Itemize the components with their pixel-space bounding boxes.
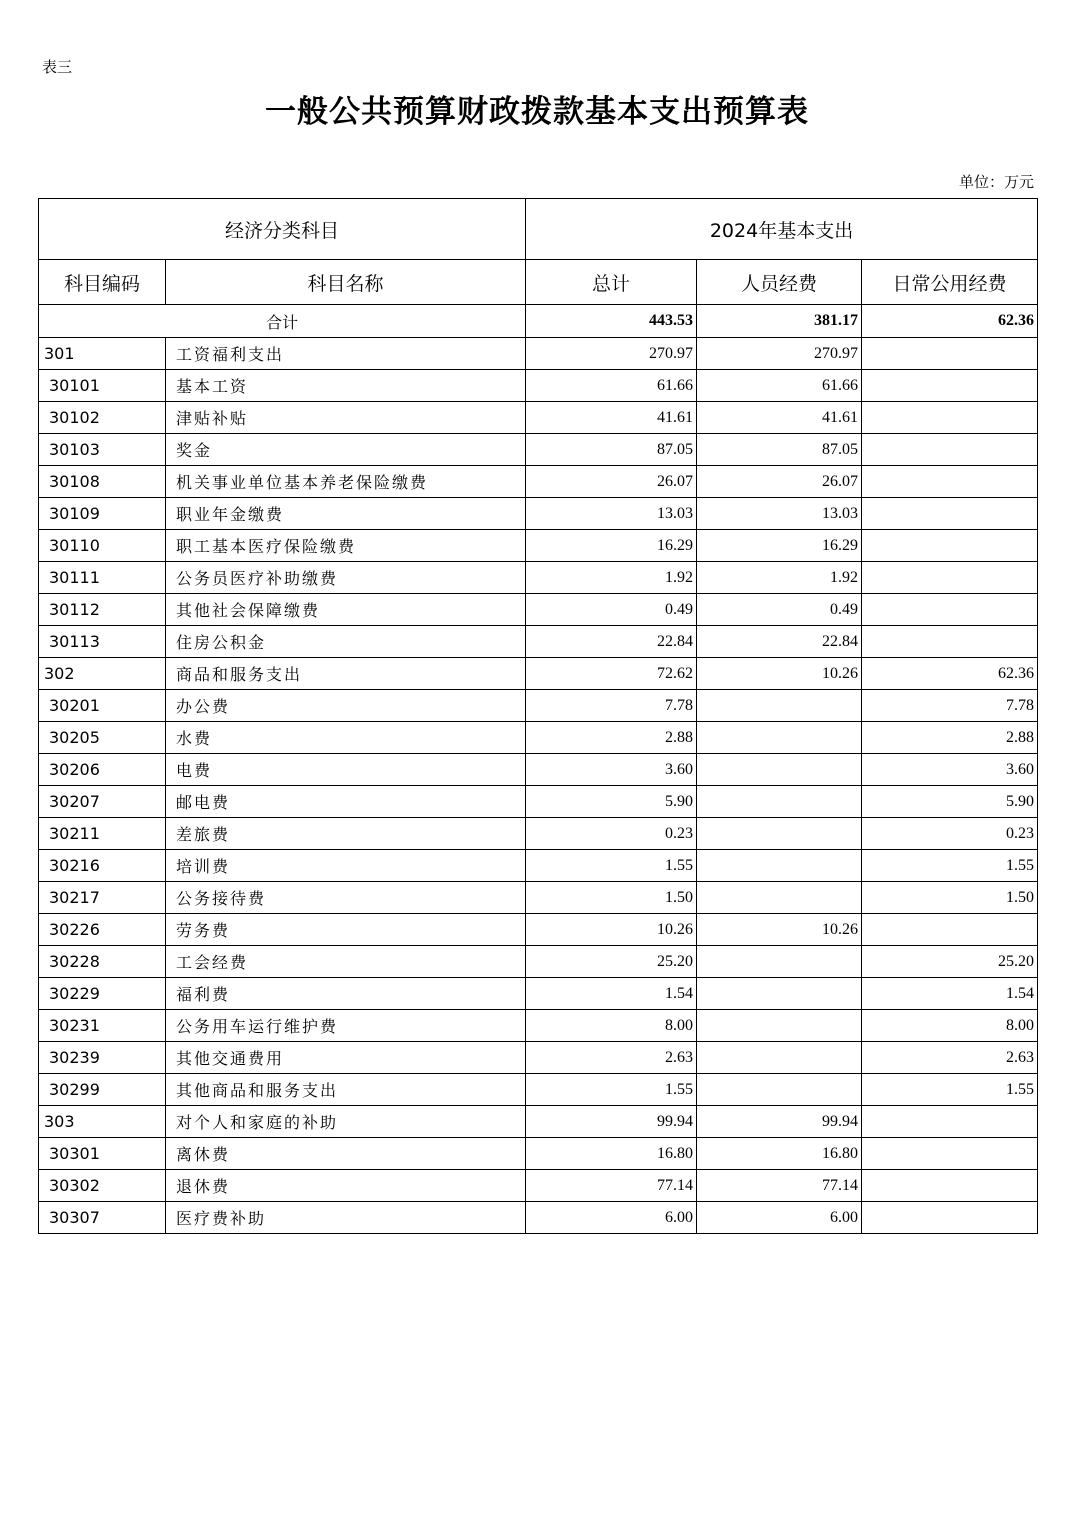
table-row (39, 530, 1038, 562)
subject-name-cell: 职业年金缴费 (166, 498, 526, 530)
total-label: 合计 (39, 305, 526, 338)
total-cell: 3.60 (526, 754, 697, 786)
public-expense-cell (862, 530, 1038, 562)
header-economic-classification: 经济分类科目 (39, 199, 526, 260)
public-expense-cell (862, 498, 1038, 530)
subject-code-cell: 30216 (39, 850, 166, 882)
total-personnel: 381.17 (697, 305, 862, 338)
total-cell: 16.80 (526, 1138, 697, 1170)
public-expense-cell (862, 626, 1038, 658)
total-cell: 72.62 (526, 658, 697, 690)
subject-code-cell: 30101 (39, 370, 166, 402)
public-expense-cell (862, 402, 1038, 434)
table-row (39, 1010, 1038, 1042)
table-row (39, 1074, 1038, 1106)
public-expense-cell: 1.54 (862, 978, 1038, 1010)
personnel-expense-cell: 26.07 (697, 466, 862, 498)
subject-code-cell: 30102 (39, 402, 166, 434)
total-cell: 87.05 (526, 434, 697, 466)
subject-name-cell: 其他商品和服务支出 (166, 1074, 526, 1106)
table-row (39, 754, 1038, 786)
page-title: 一般公共预算财政拨款基本支出预算表 (265, 94, 809, 130)
subject-code-cell: 30108 (39, 466, 166, 498)
subject-name-cell: 公务用车运行维护费 (166, 1010, 526, 1042)
subject-name-cell: 福利费 (166, 978, 526, 1010)
subject-name-cell: 工会经费 (166, 946, 526, 978)
unit-label: 单位：万元 (958, 173, 1034, 191)
public-expense-cell: 1.55 (862, 1074, 1038, 1106)
total-cell: 7.78 (526, 690, 697, 722)
total-cell: 99.94 (526, 1106, 697, 1138)
total-total: 443.53 (526, 305, 697, 338)
subject-name-cell: 培训费 (166, 850, 526, 882)
total-cell: 8.00 (526, 1010, 697, 1042)
table-row (39, 722, 1038, 754)
total-cell: 0.23 (526, 818, 697, 850)
personnel-expense-cell (697, 1074, 862, 1106)
total-cell: 0.49 (526, 594, 697, 626)
table-row (39, 882, 1038, 914)
subject-name-cell: 住房公积金 (166, 626, 526, 658)
personnel-expense-cell: 41.61 (697, 402, 862, 434)
total-cell: 270.97 (526, 338, 697, 370)
header-subject-code: 科目编码 (39, 260, 166, 305)
subject-name-cell: 津贴补贴 (166, 402, 526, 434)
subject-name-cell: 对个人和家庭的补助 (166, 1106, 526, 1138)
personnel-expense-cell (697, 786, 862, 818)
public-expense-cell: 5.90 (862, 786, 1038, 818)
total-cell: 2.88 (526, 722, 697, 754)
personnel-expense-cell: 10.26 (697, 658, 862, 690)
public-expense-cell (862, 562, 1038, 594)
public-expense-cell: 8.00 (862, 1010, 1038, 1042)
header-subject-name: 科目名称 (166, 260, 526, 305)
table-row (39, 914, 1038, 946)
subject-code-cell: 30302 (39, 1170, 166, 1202)
subject-name-cell: 劳务费 (166, 914, 526, 946)
subject-code-cell: 30109 (39, 498, 166, 530)
subject-name-cell: 水费 (166, 722, 526, 754)
public-expense-cell: 25.20 (862, 946, 1038, 978)
total-cell: 1.55 (526, 1074, 697, 1106)
total-cell: 25.20 (526, 946, 697, 978)
public-expense-cell (862, 434, 1038, 466)
table-row (39, 1106, 1038, 1138)
table-row (39, 562, 1038, 594)
public-expense-cell: 62.36 (862, 658, 1038, 690)
subject-name-cell: 电费 (166, 754, 526, 786)
personnel-expense-cell: 16.29 (697, 530, 862, 562)
total-cell: 26.07 (526, 466, 697, 498)
budget-table (38, 198, 1038, 1234)
total-cell: 77.14 (526, 1170, 697, 1202)
table-row (39, 434, 1038, 466)
subject-code-cell: 303 (39, 1106, 166, 1138)
total-cell: 13.03 (526, 498, 697, 530)
total-cell: 16.29 (526, 530, 697, 562)
total-cell: 1.50 (526, 882, 697, 914)
subject-code-cell: 301 (39, 338, 166, 370)
subject-code-cell: 30299 (39, 1074, 166, 1106)
public-expense-cell (862, 1202, 1038, 1234)
personnel-expense-cell (697, 882, 862, 914)
subject-code-cell: 30301 (39, 1138, 166, 1170)
subject-code-cell: 30111 (39, 562, 166, 594)
personnel-expense-cell (697, 818, 862, 850)
table-row (39, 594, 1038, 626)
total-cell: 1.55 (526, 850, 697, 882)
subject-name-cell: 基本工资 (166, 370, 526, 402)
personnel-expense-cell (697, 1042, 862, 1074)
subject-name-cell: 退休费 (166, 1170, 526, 1202)
subject-code-cell: 30205 (39, 722, 166, 754)
public-expense-cell (862, 914, 1038, 946)
subject-name-cell: 商品和服务支出 (166, 658, 526, 690)
public-expense-cell (862, 1106, 1038, 1138)
personnel-expense-cell: 16.80 (697, 1138, 862, 1170)
subject-name-cell: 医疗费补助 (166, 1202, 526, 1234)
table-row (39, 786, 1038, 818)
personnel-expense-cell (697, 946, 862, 978)
subject-code-cell: 30307 (39, 1202, 166, 1234)
public-expense-cell: 7.78 (862, 690, 1038, 722)
personnel-expense-cell: 1.92 (697, 562, 862, 594)
subject-code-cell: 30211 (39, 818, 166, 850)
table-row (39, 1202, 1038, 1234)
total-cell: 41.61 (526, 402, 697, 434)
personnel-expense-cell: 99.94 (697, 1106, 862, 1138)
subject-code-cell: 302 (39, 658, 166, 690)
subject-name-cell: 公务接待费 (166, 882, 526, 914)
total-cell: 1.54 (526, 978, 697, 1010)
total-row (39, 305, 1038, 338)
public-expense-cell (862, 1170, 1038, 1202)
header-group-row (39, 199, 1038, 260)
personnel-expense-cell: 6.00 (697, 1202, 862, 1234)
subject-code-cell: 30113 (39, 626, 166, 658)
public-expense-cell: 3.60 (862, 754, 1038, 786)
public-expense-cell (862, 370, 1038, 402)
total-cell: 10.26 (526, 914, 697, 946)
subject-code-cell: 30226 (39, 914, 166, 946)
table-row (39, 850, 1038, 882)
total-cell: 1.92 (526, 562, 697, 594)
personnel-expense-cell (697, 690, 862, 722)
personnel-expense-cell: 77.14 (697, 1170, 862, 1202)
subject-name-cell: 机关事业单位基本养老保险缴费 (166, 466, 526, 498)
public-expense-cell: 2.88 (862, 722, 1038, 754)
subject-name-cell: 奖金 (166, 434, 526, 466)
subject-code-cell: 30201 (39, 690, 166, 722)
personnel-expense-cell: 22.84 (697, 626, 862, 658)
subject-code-cell: 30217 (39, 882, 166, 914)
subject-code-cell: 30103 (39, 434, 166, 466)
subject-code-cell: 30228 (39, 946, 166, 978)
personnel-expense-cell: 61.66 (697, 370, 862, 402)
total-cell: 22.84 (526, 626, 697, 658)
personnel-expense-cell: 10.26 (697, 914, 862, 946)
personnel-expense-cell (697, 978, 862, 1010)
subject-code-cell: 30239 (39, 1042, 166, 1074)
subject-code-cell: 30231 (39, 1010, 166, 1042)
public-expense-cell (862, 466, 1038, 498)
table-row (39, 818, 1038, 850)
table-row (39, 1170, 1038, 1202)
public-expense-cell (862, 338, 1038, 370)
subject-name-cell: 职工基本医疗保险缴费 (166, 530, 526, 562)
personnel-expense-cell: 270.97 (697, 338, 862, 370)
table-row (39, 946, 1038, 978)
subject-name-cell: 其他交通费用 (166, 1042, 526, 1074)
subject-code-cell: 30229 (39, 978, 166, 1010)
table-row (39, 370, 1038, 402)
public-expense-cell (862, 594, 1038, 626)
table-row (39, 402, 1038, 434)
subject-name-cell: 公务员医疗补助缴费 (166, 562, 526, 594)
table-row (39, 338, 1038, 370)
table-row (39, 1138, 1038, 1170)
personnel-expense-cell (697, 850, 862, 882)
total-cell: 5.90 (526, 786, 697, 818)
header-public-expense: 日常公用经费 (862, 260, 1038, 305)
subject-name-cell: 其他社会保障缴费 (166, 594, 526, 626)
table-row (39, 658, 1038, 690)
subject-code-cell: 30206 (39, 754, 166, 786)
subject-code-cell: 30207 (39, 786, 166, 818)
table-row (39, 498, 1038, 530)
table-row (39, 978, 1038, 1010)
header-column-row (39, 260, 1038, 305)
total-cell: 61.66 (526, 370, 697, 402)
personnel-expense-cell (697, 722, 862, 754)
subject-name-cell: 工资福利支出 (166, 338, 526, 370)
subject-code-cell: 30110 (39, 530, 166, 562)
public-expense-cell: 2.63 (862, 1042, 1038, 1074)
header-personnel-expense: 人员经费 (697, 260, 862, 305)
public-expense-cell: 1.50 (862, 882, 1038, 914)
total-cell: 2.63 (526, 1042, 697, 1074)
table-row (39, 626, 1038, 658)
personnel-expense-cell: 87.05 (697, 434, 862, 466)
table-row (39, 1042, 1038, 1074)
subject-name-cell: 离休费 (166, 1138, 526, 1170)
header-basic-expenditure: 2024年基本支出 (526, 199, 1038, 260)
header-total: 总计 (526, 260, 697, 305)
total-public: 62.36 (862, 305, 1038, 338)
subject-name-cell: 差旅费 (166, 818, 526, 850)
personnel-expense-cell: 0.49 (697, 594, 862, 626)
public-expense-cell (862, 1138, 1038, 1170)
personnel-expense-cell (697, 754, 862, 786)
public-expense-cell: 1.55 (862, 850, 1038, 882)
table-label: 表三 (42, 58, 73, 76)
subject-name-cell: 办公费 (166, 690, 526, 722)
total-cell: 6.00 (526, 1202, 697, 1234)
table-row (39, 466, 1038, 498)
public-expense-cell: 0.23 (862, 818, 1038, 850)
personnel-expense-cell (697, 1010, 862, 1042)
subject-name-cell: 邮电费 (166, 786, 526, 818)
subject-code-cell: 30112 (39, 594, 166, 626)
table-row (39, 690, 1038, 722)
personnel-expense-cell: 13.03 (697, 498, 862, 530)
